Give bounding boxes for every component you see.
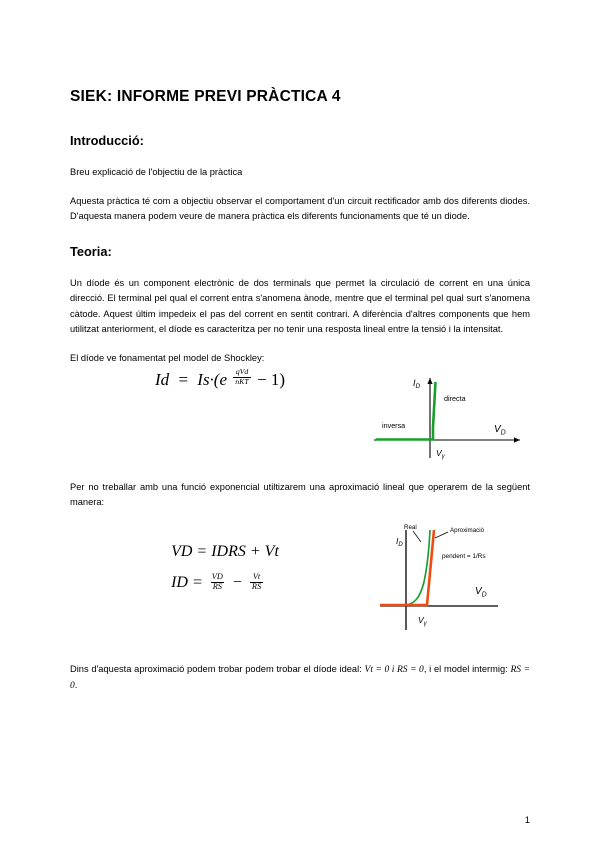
fraction-2-denominator: RS: [251, 582, 262, 592]
figure2-container: [380, 518, 532, 636]
linear-equations-container: [70, 518, 380, 598]
closing-text-part1: Dins d'aquesta aproximació podem trobar podem trobar el díode ideal:: [70, 663, 365, 674]
fraction-1-denominator: RS: [212, 582, 222, 592]
linear-equation-2-fraction-1: [210, 573, 225, 592]
figure2-y-axis-label: $I_D$: [396, 535, 403, 548]
figure1-x-axis-label: $V_D$: [494, 423, 506, 437]
shockley-exponent-denominator: nKT: [235, 376, 249, 386]
figure1-y-axis-label: $I_D$: [413, 377, 421, 390]
figure1-label-threshold: $V_\gamma$: [436, 447, 445, 460]
shockley-formula: [155, 367, 285, 391]
figure2-real-curve: [380, 530, 430, 605]
linear-equations: [171, 536, 279, 598]
closing-math-vt: Vt = 0: [364, 664, 390, 675]
paragraph-closing: [70, 662, 530, 695]
closing-conjunction: i: [389, 664, 397, 675]
figure2-real-leader-line: [413, 531, 421, 542]
diode-iv-ideal-figure: [370, 370, 530, 462]
diode-iv-approximation-figure: [380, 518, 532, 636]
shockley-equals: =: [178, 369, 189, 389]
shockley-exponent: [233, 368, 250, 386]
paragraph-intro-body: Aquesta pràctica té com a objectiu observar el comportament d'un circuit rectificador amb dos diferents diodes. D'aquesta manera podem veure de manera pràctica els diferents funcionaments que té un diode.: [70, 195, 530, 222]
figure1-container: [370, 370, 530, 462]
figure2-label-real: Real: [404, 523, 417, 531]
shockley-row: [70, 367, 530, 462]
shockley-exponent-numerator: qVd: [235, 367, 249, 376]
closing-math-rs-2: RS = 0: [70, 664, 531, 692]
shockley-rhs-prefix: Is·(e: [197, 369, 228, 389]
closing-text-part2: , i el model intermig:: [423, 663, 511, 674]
closing-text-part3: .: [74, 680, 78, 691]
figure2-label-pendent: pendent = 1/Rs: [442, 552, 486, 560]
figure2-label-approximacio: Aproximació: [450, 526, 485, 534]
fraction-2-numerator: Vt: [252, 572, 261, 582]
figure1-x-axis-arrow: [514, 437, 520, 442]
page-title: SIEK: INFORME PREVI PRÀCTICA 4: [70, 88, 341, 105]
figure1-label-inversa: inversa: [382, 420, 406, 430]
paragraph-linear-approx-intro: Per no treballar amb una funció exponencial utiltizarem una aproximació lineal que operarem de la següent manera:: [70, 481, 530, 507]
paragraph-shockley-intro: El díode ve fonamentat pel model de Shockley:: [70, 352, 265, 363]
linear-equation-2-lhs: ID =: [171, 573, 203, 591]
shockley-formula-container: [70, 367, 370, 391]
figure2-x-axis-label: $V_D$: [475, 585, 487, 599]
paragraph-intro-objectiu: Breu explicació de l'objectiu de la pràctica: [70, 166, 243, 177]
figure1-label-directa: directa: [444, 393, 466, 403]
section-heading-introduccio: Introducció:: [70, 132, 144, 148]
figure1-diode-curve: [376, 382, 436, 440]
shockley-lhs: Id: [155, 369, 170, 389]
paragraph-teoria-diode: Un díode és un component electrònic de dos terminals que permet la circulació de corrent en una única direcció. El terminal pel qual el corrent entra s'anomena ànode, mentre que el terminal pel qual surt s'anomena càtode. Aquest últim impedeix el pas del corrent en sentit contrari. A diferència d'altres components que hem utilitzat anteriorment, el díode es caracteritza per no tenir una resposta lineal entre la tensió i la intensitat.: [70, 278, 530, 334]
section-heading-teoria: Teoria:: [70, 244, 112, 260]
figure2-label-threshold: $V_\gamma$: [418, 614, 427, 627]
linear-approx-row: [70, 518, 530, 636]
closing-math-rs-1: RS = 0: [396, 664, 424, 675]
page-number: 1: [524, 815, 530, 826]
linear-equation-2-minus: −: [232, 573, 242, 591]
figure1-y-axis-arrow: [427, 378, 432, 384]
page-content: [70, 88, 530, 709]
figure2-approx-leader-line: [435, 532, 448, 538]
linear-equation-2: [171, 567, 279, 598]
shockley-rhs-suffix: − 1): [256, 369, 285, 389]
linear-equation-1: VD = IDRS + Vt: [171, 542, 279, 560]
linear-equation-2-fraction-2: [250, 573, 263, 592]
fraction-1-numerator: VD: [211, 572, 223, 582]
